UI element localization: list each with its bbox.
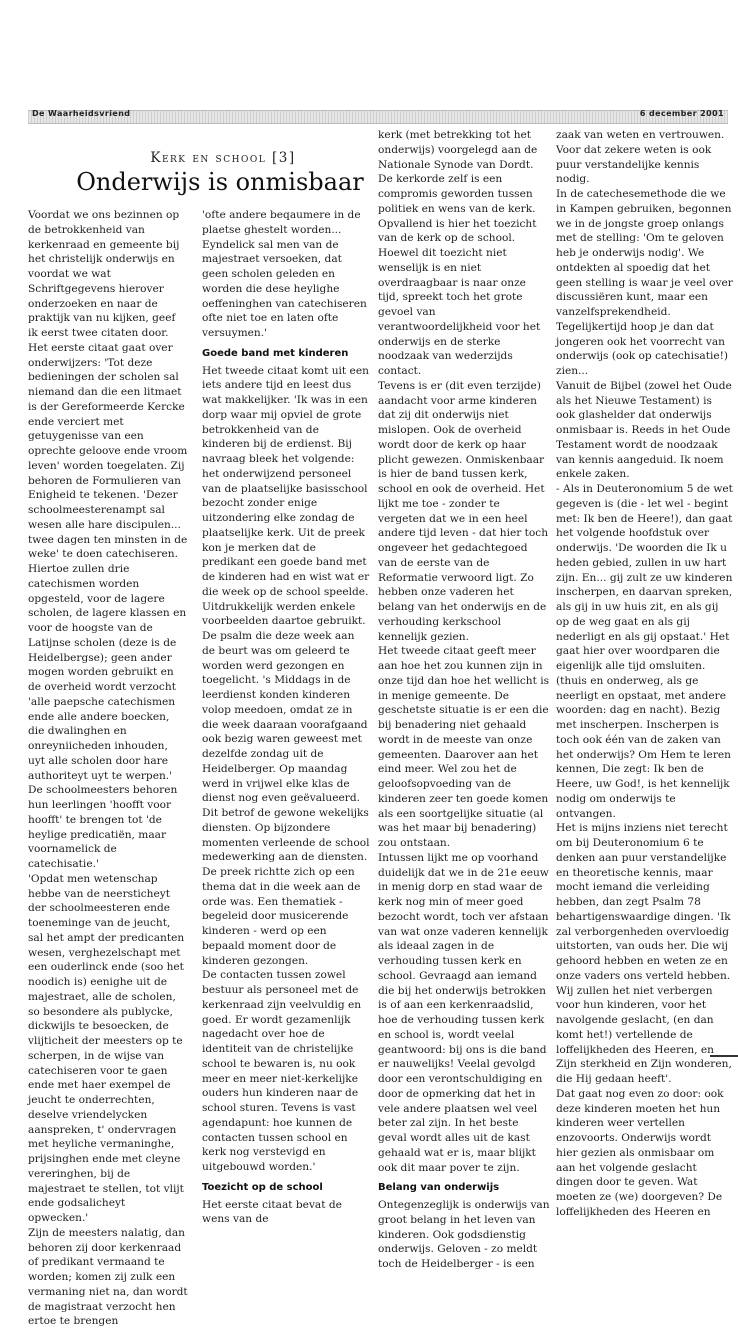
- paragraph: De contacten tussen zowel bestuur als personeel met de kerkenraad zijn veelvuldig en goed. Er wordt gezamenlijk nagedacht over hoe de identiteit van de christelijke school te bewaren is, nu ook meer en meer niet-kerkelijke ouders hun kinderen naar de school sturen. Tevens is vast agendapunt: hoe kunnen de contacten tussen school en kerk nog verstevigd en uitgebouwd worden.': [202, 969, 362, 1173]
- paragraph: Het eerste citaat bevat de wens van de: [202, 1198, 342, 1226]
- paragraph: Het tweede citaat geeft meer aan hoe het zou kunnen zijn in onze tijd dan hoe het wellicht is in menige gemeente. De geschetste situatie is er een die bij benadering niet gehaald wordt in de meeste van onze gemeenten. Daarover aan het eind meer. Wel zou het de geloofsopvoeding van de kinderen zeer ten goede komen als een soortgelijke situatie (al was het maar bij benadering) zou ontstaan.: [378, 645, 550, 849]
- paragraph: Het tweede citaat komt uit een iets andere tijd en leest dus wat makkelijker. 'Ik was in een dorp waar mij opviel de grote betrokkenheid van de kinderen bij de erdienst. Bij navraag bleek het volgende: het onderwijzend personeel van de plaatselijke basisschool bezocht zonder enige uitzondering elke zondag de plaatselijke kerk. Uit de preek kon je merken dat de predikant een goede band met de kinderen had en wist wat er die week op de school speelde.: [202, 364, 370, 598]
- paragraph: Uitdrukkelijk werden enkele voorbeelden daartoe gebruikt. De psalm die deze week aan de beurt was om geleerd te worden werd gezongen en toegelicht. 's Middags in de leerdienst konden kinderen volop meedoen, omdat ze in die week daaraan voorafgaand ook bezig waren geweest met dezelfde zondag uit de Heidelberger. Op maandag werd in vrijwel elke klas de dienst nog even geëvalueerd. Dit betrof de gewone wekelijks diensten. Op bijzondere momenten verleende de school medewerking aan de diensten. De preek richtte zich op een thema dat in die week aan de orde was. Een thematiek - begeleid door musicerende kinderen - werd op een bepaald moment door de kinderen gezongen.: [202, 600, 370, 967]
- section-heading: Goede band met kinderen: [202, 347, 349, 359]
- paragraph: Het is mijns inziens niet terecht om bij Deuteronomium 6 te denken aan puur verstandelijke en theoretische kennis, maar mocht iemand die verleiding hebben, dan zegt Psalm 78 behartigenswaardige dingen. 'Ik zal verborgenheden overvloedig uitstorten, van ouds her. Die wij gehoord hebben en weten ze en onze vaders ons verteld hebben. Wij zullen het niet verbergen voor hun kinderen, voor het navolgende geslacht, (en dan komt het!) vertellende de loffelijkheden des Heeren, en Zijn sterkheid en Zijn wonderen, die Hij gedaan heeft'.: [556, 822, 732, 1085]
- paragraph: In de catechesemethode die we in Kampen gebruiken, begonnen we in de jongste groep onlangs met de stelling: 'Om te geloven heb je onderwijs nodig'. We ontdekten al spoedig dat het geen stelling is waar je veel over discussiëren kunt, maar een vanzelfsprekendheid. Tegelijkertijd hoop je dan dat jongeren ook het voorrecht van onderwijs (ook op catechisatie!) zien...: [556, 188, 733, 377]
- paragraph: Zijn de meesters nalatig, dan behoren zij door kerkenraad of predikant vermaand te worden; komen zij zulk een vermaning niet na, dan wordt de magistraat verzocht hen ertoe te brengen: [28, 1226, 188, 1328]
- masthead-title: De Waarheidsvriend: [32, 109, 131, 118]
- masthead-bar: [28, 110, 728, 124]
- issue-date: 6 december 2001: [639, 109, 724, 118]
- paragraph: Intussen lijkt me op voorhand duidelijk dat we in de 21e eeuw in menig dorp en stad waar de kerk nog min of meer goed bezocht wordt, toch ver afstaan van wat onze vaderen kennelijk als ideaal zagen in de verhouding tussen kerk en school. Gevraagd aan iemand die bij het onderwijs betrokken is of aan een kerkenraadslid, hoe de verhouding tussen kerk en school is, wordt veelal geantwoord: bij ons is die band er nauwelijks! Veelal gevolgd door een verontschuldiging en door de opmerking dat het in vele andere plaatsen wel veel beter zal zijn. In het beste geval wordt alles uit de kast gehaald wat er is, maar blijkt ook dit maar pover te zijn.: [378, 851, 549, 1174]
- paragraph: Ontegenzeglijk is onderwijs van groot belang in het leven van kinderen. Ook godsdienstig onderwijs. Geloven - zo meldt toch de Heidelberger - is een: [378, 1199, 550, 1270]
- text-column-4: [556, 128, 734, 1220]
- paragraph: - Als in Deuteronomium 5 de wet gegeven is (die - let wel - begint met: Ik ben de Heere!), dan gaat het volgende hoofdstuk over onderwijs. 'De woorden die Ik u heden gebied, zullen in uw hart zijn. En... gij zult ze uw kinderen inscherpen, en daarvan spreken, als gij in uw huis zit, en als gij op de weg gaat en als gij nederligt en als gij opstaat.' Het gaat hier over woordparen die eigenlijk alle tijd omsluiten. (thuis en onderweg, als ge neerligt en opstaat, met andere woorden: dag en nacht). Bezig met inscherpen. Inscherpen is toch ook één van de zaken van het onderwijs? Om Hem te leren kennen, Die zegt: Ik ben de Heere, uw God!, is het kennelijk nodig om onderwijs te ontvangen.: [556, 483, 733, 820]
- section-heading: Toezicht op de school: [202, 1181, 323, 1193]
- article-title: Onderwijs is onmisbaar: [76, 168, 364, 196]
- paragraph: 'ofte andere beqaumere in de plaetse ghestelt worden... Eyndelick sal men van de majestraet versoeken, dat geen scholen geleden en worden die dese heylighe oeffeninghen van catechiseren ofte niet toe en laten ofte versuymen.': [202, 209, 367, 339]
- section-heading: Belang van onderwijs: [378, 1182, 500, 1194]
- paragraph: Het eerste citaat gaat over onderwijzers: 'Tot deze bedieningen der scholen sal niemand dan die een litmaet is der Gereformeerde Kercke ende verciert met getuygenisse van een oprechte geloove ende vroom leven' worden toegelaten. Zij behoren de Formulieren van Enigheid te tekenen. 'Dezer schoolmeesterenampt sal wesen alle hare discipulen... twee dagen ten minsten in de weke' te doen catechiseren. Hiertoe zullen drie catechismen worden opgesteld, voor de lagere scholen, de lagere klassen en voor de hoogste van de Latijnse scholen (deze is de Heidelbergse); geen ander mogen worden gebruikt en de overheid wordt verzocht 'alle paepsche catechismen ende alle andere boecken, die dwalinghen en onreyniicheden inhouden, uyt alle scholen door hare authoriteyt uyt te werpen.' De schoolmeesters behoren hun leerlingen 'hoofft voor hoofft' te brengen tot 'de heylige predicatiën, maar voornamelick de catechisatie.': [28, 341, 188, 870]
- paragraph: Vanuit de Bijbel (zowel het Oude als het Nieuwe Testament) is ook glashelder dat onderwijs onmisbaar is. Reeds in het Oude Testament wordt de noodzaak van kennis aangeduid. Ik noem enkele zaken.: [556, 379, 732, 481]
- paragraph: Voordat we ons bezinnen op de betrokkenheid van kerkenraad en gemeente bij het christelijk onderwijs en voordat we wat Schriftgegevens hierover onderzoeken en naar de praktijk van nu kijken, geef ik eerst twee citaten door.: [28, 209, 180, 339]
- text-column-2: [202, 208, 370, 1227]
- paragraph: 'Opdat men wetenschap hebbe van de neersticheyt der schoolmeesteren ende toeneminge van de jeucht, sal het ampt der predicanten wesen, verghezelschapt met een ouderlinck ende (soo het noodich is) eenighe uit de majestraet, alle de scholen, so besondere als publycke, dickwijls te besoecken, de vlijticheit der meesters op te scherpen, in de wijse van catechiseren voor te gaen ende met haer exempel de jeucht te onderrechten, deselve vriendelycken aanspreken, t' ondervragen met heyliche vermaninghe, prijsinghen ende met cleyne vereringhen, bij de majestraet te stellen, tot vlijt ende godsalicheyt opwecken.': [28, 872, 185, 1224]
- paragraph: zaak van weten en vertrouwen. Voor dat zekere weten is ook puur verstandelijke kennis nodig.: [556, 129, 725, 186]
- text-column-3: [378, 128, 550, 1272]
- page-edge-rule: [710, 1055, 738, 1057]
- text-column-1: [28, 208, 188, 1329]
- paragraph: Tevens is er (dit even terzijde) aandacht voor arme kinderen dat zij dit onderwijs niet mislopen. Ook de overheid wordt door de kerk op haar plicht gewezen. Onmiskenbaar is hier de band tussen kerk, school en ook de overheid. Het lijkt me toe - zonder te vergeten dat we in een heel andere tijd leven - dat hier toch ongeveer het gedachtegoed van de eerste van de Reformatie verwoord ligt. Zo hebben onze vaderen het belang van het onderwijs en de verhouding kerkschool kennelijk gezien.: [378, 379, 549, 643]
- paragraph: kerk (met betrekking tot het onderwijs) voorgelegd aan de Nationale Synode van Dordt. De kerkorde zelf is een compromis geworden tussen politiek en wens van de kerk. Opvallend is hier het toezicht van de kerk op de school. Hoewel dit toezicht niet wenselijk is en niet overdraagbaar is naar onze tijd, spreekt toch het grote gevoel van verantwoordelijkheid voor het onderwijs en de sterke noodzaak van wederzijds contact.: [378, 129, 541, 377]
- paragraph: Dat gaat nog even zo door: ook deze kinderen moeten het hun kinderen weer vertellen enzovoorts. Onderwijs wordt hier gezien als onmisbaar om aan het volgende geslacht dingen door te geven. Wat moeten ze (we) doorgeven? De loffelijkheden des Heeren en: [556, 1087, 724, 1218]
- article-kicker: Kerk en school [3]: [150, 150, 296, 166]
